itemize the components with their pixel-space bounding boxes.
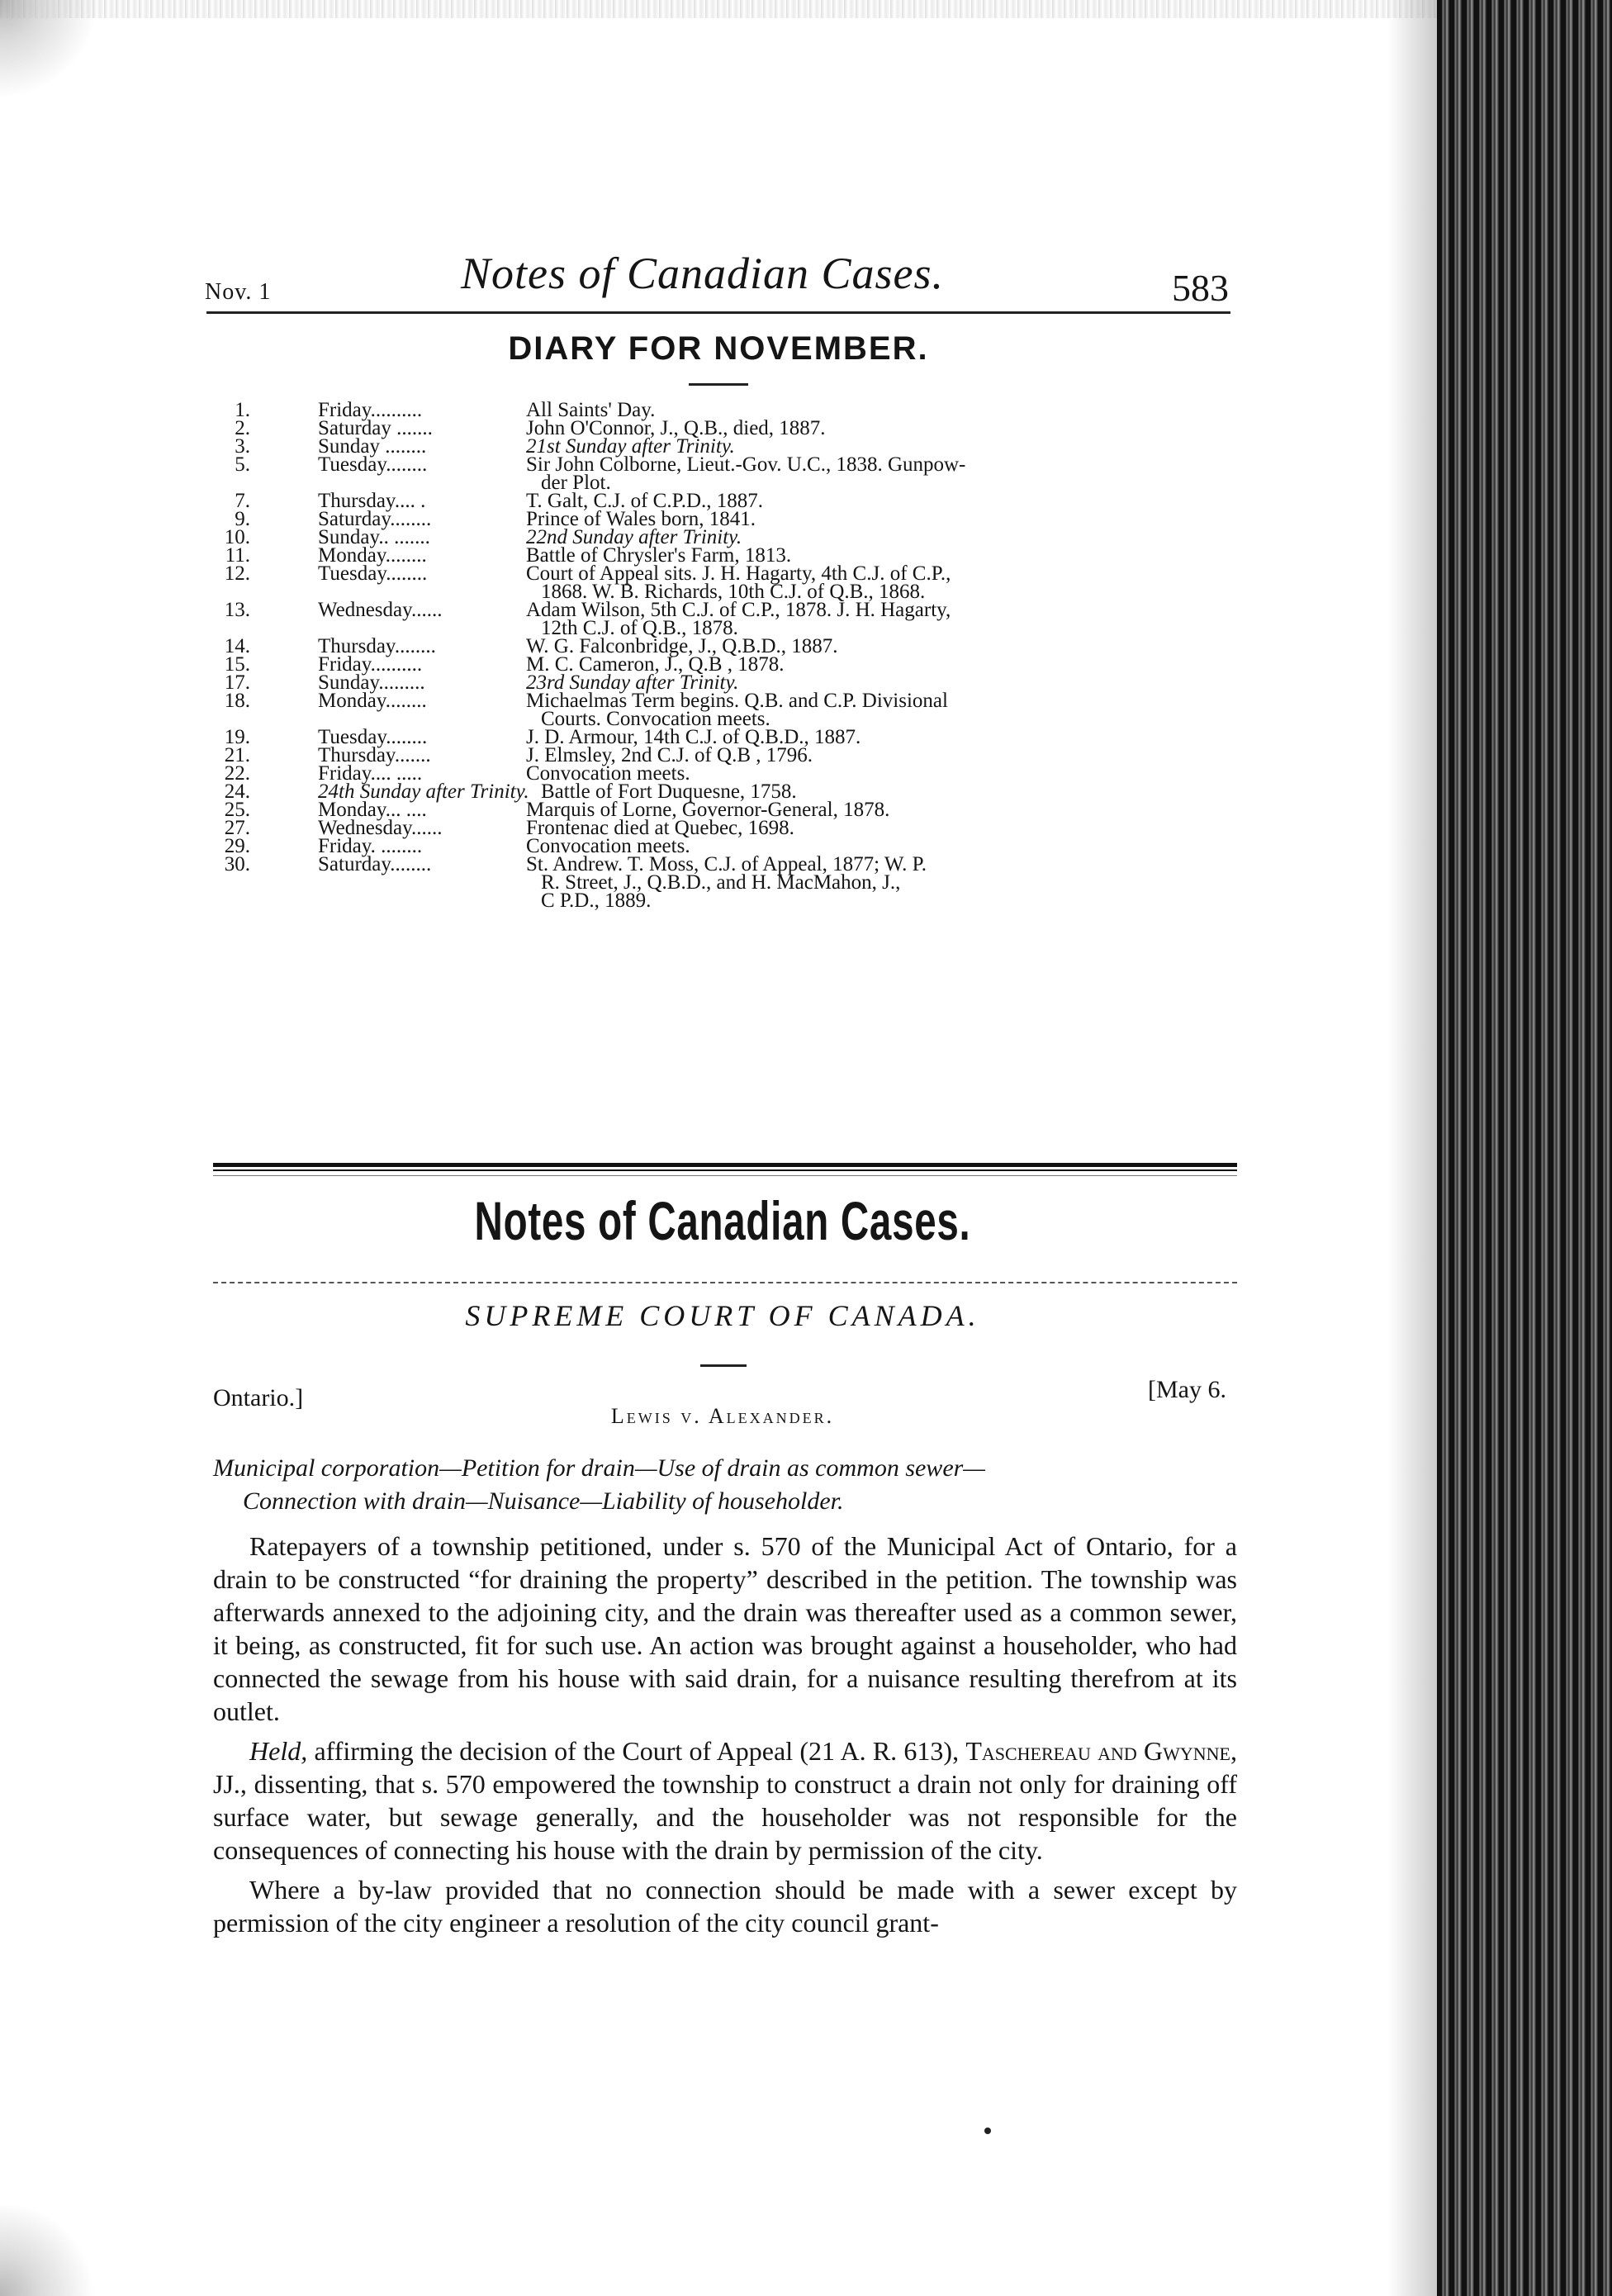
diary-day-label: 24th Sunday after Trinity. [318, 780, 529, 803]
diary-entry-continuation [211, 871, 1235, 894]
diary-day-label: Friday [318, 399, 371, 421]
diary-entry-day [318, 562, 428, 585]
diary-dot-leader: ....... [391, 417, 433, 439]
diary-dot-leader: ........ [386, 562, 428, 585]
binding-shadow [1387, 0, 1437, 2296]
diary-entry-text: Battle of Chrysler's Farm, 1813. [526, 544, 792, 567]
diary-entry-text: Battle of Fort Duquesne, 1758. [541, 780, 797, 803]
diary-dot-leader: .... . [394, 490, 426, 512]
diary-dot-leader: ......... [378, 671, 425, 694]
scan-top-edge [0, 0, 1437, 18]
paragraph-1: Ratepayers of a township petitioned, under s. 570 of the Municipal Act of Ontario, for a drain to be constructed “for draining the property” described in the petition. The township was afterwards annexed to the adjoining city, and the drain was thereafter used as a common sewer, it being, as constructed, fit for such use. An action was brought against a householder, who had connected the sewage from his house with said drain, for a nuisance resulting therefrom at its outlet. [213, 1531, 1237, 1726]
diary-day-label: Friday [318, 835, 371, 857]
running-head [205, 248, 1229, 314]
dissenting-judges: Taschereau and Gwynne, JJ. [213, 1736, 1237, 1799]
diary-day-label: Tuesday [318, 562, 386, 585]
diary-entry-text: John O'Connor, J., Q.B., died, 1887. [526, 417, 826, 439]
case-body [213, 1530, 1237, 1939]
diary-entry-day [318, 692, 427, 710]
headnote [213, 1452, 1237, 1518]
diary-entry-text: J. Elmsley, 2nd C.J. of Q.B , 1796. [526, 744, 813, 766]
diary-day-label: Wednesday [318, 599, 411, 621]
diary-dot-leader: ...... [411, 817, 443, 839]
case-name: Lewis v. Alexander. [610, 1404, 835, 1428]
diary-entry-text: 21st Sunday after Trinity. [526, 435, 735, 458]
diary-entry [211, 453, 1235, 476]
diary-day-label: Thursday [318, 635, 395, 657]
diary-entry-day [318, 453, 428, 476]
diary-day-label: Sunday [318, 526, 379, 548]
diary-dot-leader: .......... [370, 399, 423, 421]
diary-entry-number: 24. [224, 780, 250, 803]
diary-entry-text: 23rd Sunday after Trinity. [526, 671, 739, 694]
running-head-date: Nov. 1 [205, 279, 272, 305]
diary-dot-leader: . ........ [370, 835, 423, 857]
running-head-title: Notes of Canadian Cases. [461, 249, 945, 298]
diary-entry-day [318, 601, 443, 619]
diary-entry-text: Adam Wilson, 5th C.J. of C.P., 1878. J. H. Hagarty, [526, 599, 951, 621]
page-number: 583 [1172, 267, 1229, 309]
diary-entry-number: 3. [235, 435, 250, 458]
diary-entry-text: Sir John Colborne, Lieut.-Gov. U.C., 1838. Gunpow- [526, 453, 966, 476]
diary-entry-number: 13. [224, 599, 250, 621]
paragraph-2-b: , dissenting, that s. 570 empowered the township to construct a drain not only for draining off surface water, but sewage generally, and the householder was not responsible for the consequences of connecting his house with the drain by permission of the city. [213, 1769, 1237, 1865]
scan-corner-top-left [0, 0, 99, 99]
diary-entry-continuation-text: 1868. W. B. Richards, 10th C.J. of Q.B., 1868. [541, 581, 926, 603]
headnote-line-2: Connection with drain—Nuisance—Liability of householder. [243, 1487, 844, 1515]
diary-entry-number: 9. [235, 508, 250, 530]
stray-mark [984, 2128, 991, 2134]
diary-dot-leader: ........ [390, 853, 432, 875]
section-rule-thin [213, 1169, 1237, 1171]
court-rule [700, 1364, 747, 1367]
diary-entry-number: 30. [224, 853, 250, 875]
diary-dot-leader: ........ [385, 544, 427, 567]
diary-dot-leader: ... .... [385, 799, 427, 821]
diary-entry-text: St. Andrew. T. Moss, C.J. of Appeal, 1877; W. P. [526, 853, 927, 875]
diary-day-label: Saturday [318, 853, 391, 875]
diary-entry-text: T. Galt, C.J. of C.P.D., 1887. [526, 490, 764, 512]
diary-entry-text: Frontenac died at Quebec, 1698. [526, 817, 794, 839]
diary-entry-text: Michaelmas Term begins. Q.B. and C.P. Divisional [526, 690, 948, 712]
diary-entry-number: 1. [235, 399, 250, 421]
diary-dot-leader: ........ [386, 453, 428, 476]
diary-entry-number: 17. [224, 671, 250, 694]
diary-entry-continuation-text: Courts. Convocation meets. [541, 708, 770, 730]
diary-dot-leader: .. ....... [378, 526, 430, 548]
paragraph-2 [213, 1734, 1237, 1867]
diary-dot-leader: ...... [411, 599, 443, 621]
diary-entry-number: 14. [224, 635, 250, 657]
diary-dot-leader: ........ [386, 726, 428, 748]
diary-entry-day [318, 853, 432, 875]
diary-day-label: Saturday [318, 508, 391, 530]
diary-entry-number: 29. [224, 835, 250, 857]
diary-day-label: Tuesday [318, 453, 386, 476]
diary-entry-text: J. D. Armour, 14th C.J. of Q.B.D., 1887. [526, 726, 861, 748]
diary-entry-continuation-text: R. Street, J., Q.B.D., and H. MacMahon, J., [541, 871, 901, 894]
diary-title: DIARY FOR NOVEMBER. [508, 330, 929, 367]
case-date: [May 6. [1148, 1376, 1226, 1403]
diary-day-label: Thursday [318, 744, 395, 766]
headnote-line-1: Municipal corporation—Petition for drain—Use of drain as common sewer— [213, 1454, 985, 1482]
diary-day-label: Monday [318, 544, 386, 567]
diary-entry-number: 2. [235, 417, 250, 439]
diary-entry-number: 10. [224, 526, 250, 548]
diary-entry-text: Marquis of Lorne, Governor-General, 1878. [526, 799, 890, 821]
head-rule [206, 311, 1230, 314]
diary-entry-number: 18. [224, 690, 250, 712]
diary-day-label: Sunday [318, 671, 379, 694]
diary-dot-leader: .......... [370, 653, 423, 676]
diary-entry-continuation [211, 889, 1235, 912]
diary-entry-number: 11. [225, 544, 250, 567]
diary-dot-leader: ........ [390, 508, 432, 530]
diary-entry-number: 15. [224, 653, 250, 676]
scan-corner-bottom-left [0, 2205, 99, 2296]
diary-entry-continuation-text: 12th C.J. of Q.B., 1878. [541, 617, 738, 639]
diary-dot-leader: ........ [394, 635, 436, 657]
court-heading: SUPREME COURT OF CANADA. [465, 1299, 980, 1332]
diary-entry-text: Court of Appeal sits. J. H. Hagarty, 4th C.J. of C.P., [526, 562, 951, 585]
diary-day-label: Friday [318, 762, 371, 785]
diary-entry-text: Convocation meets. [526, 762, 690, 785]
diary-dot-leader: ........ [385, 690, 427, 712]
section-title: Notes of Canadian Cases. [474, 1190, 971, 1251]
diary-entry-number: 25. [224, 799, 250, 821]
paragraph-2-a: affirming the decision of the Court of Appeal (21 A. R. 613), [307, 1736, 966, 1766]
paragraph-3: Where a by-law provided that no connection should be made with a sewer except by permission of the city engineer a resolution of the city council grant- [213, 1875, 1237, 1938]
diary-entry-continuation-text: der Plot. [541, 472, 611, 494]
held-label: Held, [249, 1736, 308, 1766]
diary-day-label: Tuesday [318, 726, 386, 748]
diary-list [211, 401, 1235, 910]
diary-day-label: Monday [318, 690, 386, 712]
diary-entry-text: Convocation meets. [526, 835, 690, 857]
diary-entry-text: All Saints' Day. [526, 399, 656, 421]
diary-day-label: Friday [318, 653, 371, 676]
diary-entry-text: 22nd Sunday after Trinity. [526, 526, 742, 548]
diary-entry-number: 27. [224, 817, 250, 839]
diary-title-rule [689, 383, 748, 386]
diary-day-label: Sunday [318, 435, 380, 458]
diary-day-label: Wednesday [318, 817, 411, 839]
diary-entry-text: Prince of Wales born, 1841. [526, 508, 756, 530]
diary-entry-number: 19. [224, 726, 250, 748]
diary-day-label: Thursday [318, 490, 395, 512]
diary-day-label: Monday [318, 799, 386, 821]
diary-dot-leader: ........ [380, 435, 427, 458]
diary-entry-number: 7. [235, 490, 250, 512]
diary-entry-number: 21. [224, 744, 250, 766]
section-rule-hair [213, 1175, 1237, 1176]
diary-entry-text: W. G. Falconbridge, J., Q.B.D., 1887. [526, 635, 838, 657]
book-binding-edge [1437, 0, 1612, 2296]
diary-dot-leader: ....... [394, 744, 431, 766]
diary-entry-number: 12. [224, 562, 250, 585]
diary-entry-text: M. C. Cameron, J., Q.B , 1878. [526, 653, 785, 676]
diary-dot-leader: .... ..... [370, 762, 423, 785]
section-dash-rule [213, 1282, 1237, 1283]
case-province: Ontario.] [213, 1384, 304, 1411]
diary-day-label: Saturday [318, 417, 391, 439]
diary-entry-number: 22. [224, 762, 250, 785]
diary-entry-number: 5. [235, 453, 250, 476]
diary-entry-continuation-text: C P.D., 1889. [541, 889, 652, 912]
section-rule-thick [213, 1163, 1237, 1167]
